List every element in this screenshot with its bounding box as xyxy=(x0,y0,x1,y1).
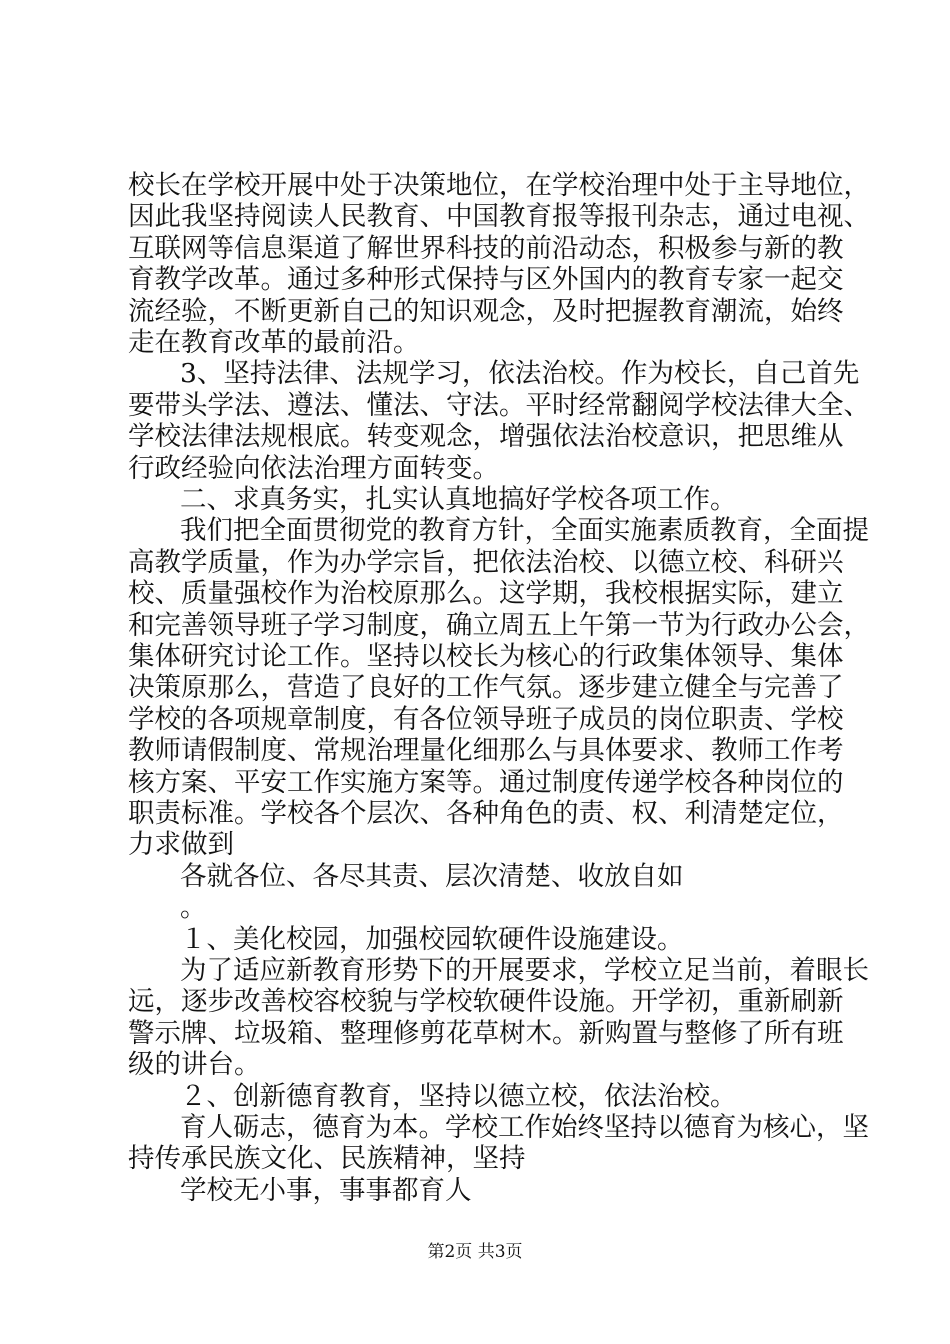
section-heading: 二、求真务实，扎实认真地搞好学校各项工作。 xyxy=(180,484,737,515)
text-line: 集体研究讨论工作。坚持以校长为核心的行政集体领导、集体 xyxy=(128,641,844,672)
text-line: 为了适应新教育形势下的开展要求，学校立足当前，着眼长 xyxy=(180,955,869,986)
text-line: 行政经验向依法治理方面转变。 xyxy=(128,452,499,484)
text-line: 职责标准。学校各个层次、各种角色的责、权、利清楚定位， xyxy=(128,798,844,829)
section-heading: ２、创新德育教育，坚持以德立校，依法治校。 xyxy=(180,1080,737,1112)
text-line: 育教学改革。通过多种形式保持与区外国内的教育专家一起交 xyxy=(128,264,844,296)
text-line: 学校的各项规章制度，有各位领导班子成员的岗位职责、学校 xyxy=(128,703,844,735)
text-line: 持传承民族文化、民族精神，坚持 xyxy=(128,1143,526,1175)
text-line: 要带头学法、遵法、懂法、守法。平时经常翻阅学校法律大全、 xyxy=(128,389,870,421)
text-line: 校、质量强校作为治校原那么。这学期，我校根据实际，建立 xyxy=(128,578,844,610)
text-line: 因此我坚持阅读人民教育、中国教育报等报刊杂志，通过电视、 xyxy=(128,201,870,233)
text-line: 级的讲台。 xyxy=(128,1049,261,1081)
text-line: 警示牌、垃圾箱、整理修剪花草树木。新购置与整修了所有班 xyxy=(128,1017,844,1049)
text-line: 校长在学校开展中处于决策地位，在学校治理中处于主导地位， xyxy=(128,170,870,201)
text-line: 我们把全面贯彻党的教育方针，全面实施素质教育，全面提 xyxy=(180,515,869,547)
text-line: 各就各位、各尽其责、层次清楚、收放自如 xyxy=(180,860,684,892)
text-line: 3、坚持法律、法规学习，依法治校。作为校长，自己首先 xyxy=(180,358,860,390)
text-line: 教师请假制度、常规治理量化细那么与具体要求、教师工作考 xyxy=(128,735,844,767)
text-line: 力求做到 xyxy=(128,829,234,861)
text-line: 和完善领导班子学习制度，确立周五上午第一节为行政办公会， xyxy=(128,609,870,641)
page-footer: 第2页 共3页 xyxy=(427,1242,523,1262)
text-line: 学校无小事，事事都育人 xyxy=(180,1174,472,1206)
text-line: 核方案、平安工作实施方案等。通过制度传递学校各种岗位的 xyxy=(128,766,844,798)
section-heading: １、美化校园，加强校园软硬件设施建设。 xyxy=(180,923,684,955)
text-line: 决策原那么，营造了良好的工作气氛。逐步建立健全与完善了 xyxy=(128,672,844,704)
text-line: 走在教育改革的最前沿。 xyxy=(128,327,420,358)
text-line: 互联网等信息渠道了解世界科技的前沿动态，积极参与新的教 xyxy=(128,232,844,264)
text-line: 流经验，不断更新自己的知识观念，及时把握教育潮流，始终 xyxy=(128,295,844,327)
text-line: 育人砺志，德育为本。学校工作始终坚持以德育为核心，坚 xyxy=(180,1112,869,1143)
text-line: 。 xyxy=(180,892,207,924)
text-line: 远，逐步改善校容校貌与学校软硬件设施。开学初，重新刷新 xyxy=(128,986,844,1018)
text-line: 学校法律法规根底。转变观念，增强依法治校意识，把思维从 xyxy=(128,421,844,453)
text-line: 高教学质量，作为办学宗旨，把依法治校、以德立校、科研兴 xyxy=(128,546,844,578)
